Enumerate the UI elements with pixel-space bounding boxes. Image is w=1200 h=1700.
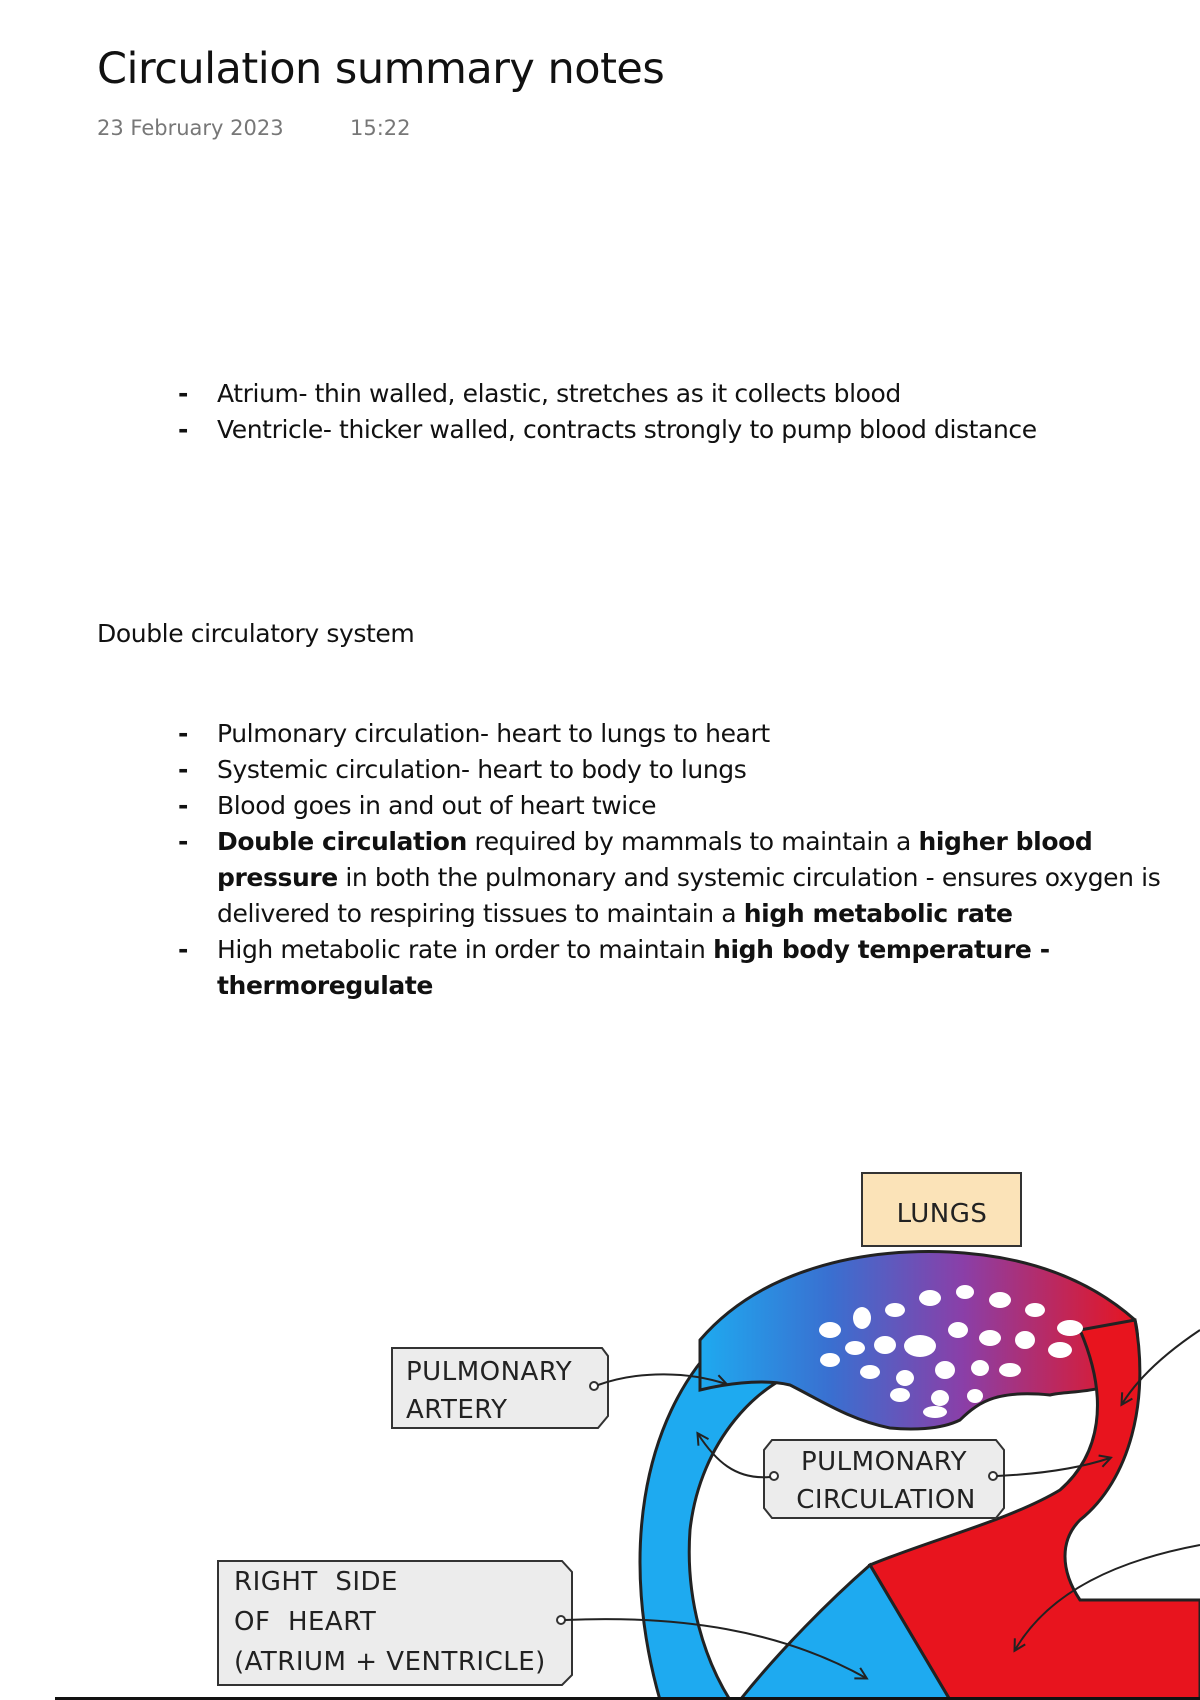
right-side-label-line3: (ATRIUM + VENTRICLE) [234, 1647, 546, 1677]
pulmonary-artery-label-line2: ARTERY [406, 1395, 508, 1425]
bold-term: high body temperature - thermoregulate [217, 935, 1050, 1000]
circulation-diagram [0, 1150, 1200, 1700]
list-item [0, 412, 1200, 448]
pulmonary-artery-label-line1: PULMONARY [406, 1357, 573, 1387]
bold-term: high metabolic rate [743, 899, 1013, 928]
list-item [0, 752, 1200, 788]
list-item [0, 824, 1200, 932]
right-side-label-line2: OF HEART [234, 1607, 377, 1637]
list-item-text: Systemic circulation- heart to body to lungs [217, 755, 747, 784]
list-item-text: High metabolic rate in order to maintain [217, 935, 714, 964]
list-item-text: Pulmonary circulation- heart to lungs to heart [217, 719, 770, 748]
lungs-label: LUNGS [896, 1199, 988, 1229]
bullet-dash: - [178, 827, 188, 856]
section-heading: Double circulatory system [97, 619, 415, 648]
list-item-text: in both the pulmonary and systemic circulation - ensures oxygen is delivered to respiring tissues to maintain a [217, 863, 1161, 928]
list-item [0, 788, 1200, 824]
note-time: 15:22 [350, 116, 411, 140]
list-item-text: Atrium- thin walled, elastic, stretches as it collects blood [217, 379, 901, 408]
list-item-text: Blood goes in and out of heart twice [217, 791, 657, 820]
list-item-text: required by mammals to maintain a [466, 827, 919, 856]
circulation-list [0, 716, 1200, 1004]
pulmonary-circulation-label-line1: PULMONARY [800, 1447, 968, 1477]
bold-term: Double circulation [217, 827, 467, 856]
bullet-dash: - [178, 935, 188, 964]
pulmonary-circulation-label-line2: CIRCULATION [796, 1485, 976, 1515]
right-side-label-line1: RIGHT SIDE [234, 1567, 398, 1597]
note-date: 23 February 2023 [97, 116, 284, 140]
bold-term: higher blood pressure [217, 827, 1093, 892]
page-title: Circulation summary notes [97, 44, 665, 94]
list-item-text: Ventricle- thicker walled, contracts strongly to pump blood distance [217, 415, 1037, 444]
bullet-dash: - [178, 755, 188, 784]
chamber-list [0, 376, 1200, 448]
bullet-dash: - [178, 415, 188, 444]
bullet-dash: - [178, 719, 188, 748]
bullet-dash: - [178, 379, 188, 408]
bullet-dash: - [178, 791, 188, 820]
list-item [0, 716, 1200, 752]
list-item [0, 376, 1200, 412]
list-item [0, 932, 1200, 1004]
